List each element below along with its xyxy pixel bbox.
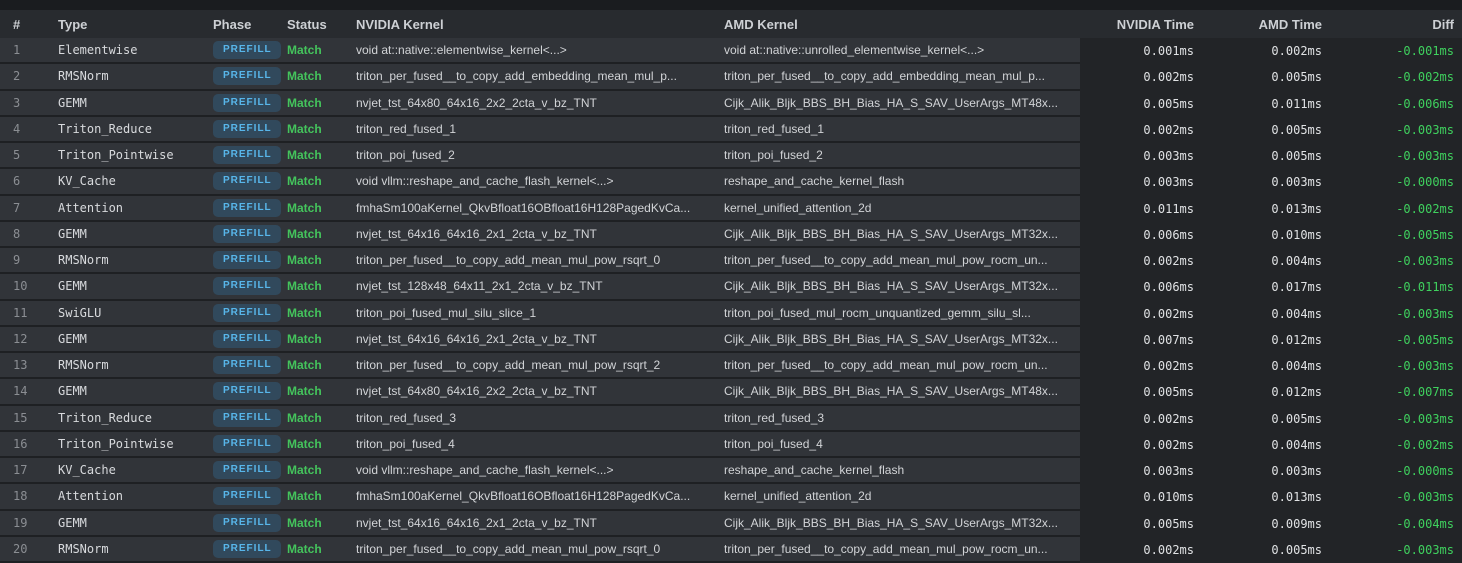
phase-cell [207, 248, 285, 274]
diff-value: -0.005ms [1328, 327, 1462, 353]
nvidia-time-value: 0.002ms [1080, 117, 1200, 143]
kernel-type-label: RMSNorm [58, 353, 207, 379]
status-cell [285, 484, 348, 510]
amd-kernel-name: triton_per_fused__to_copy_add_mean_mul_pow_rocm_un... [716, 537, 1080, 563]
diff-value: -0.004ms [1328, 511, 1462, 537]
status-cell [285, 143, 348, 169]
nvidia-time-value: 0.011ms [1080, 196, 1200, 222]
nvidia-kernel-name: void vllm::reshape_and_cache_flash_kernel<...> [348, 458, 716, 484]
kernel-type-label: GEMM [58, 327, 207, 353]
row-number: 18 [0, 484, 58, 510]
nvidia-kernel-name: void vllm::reshape_and_cache_flash_kernel<...> [348, 169, 716, 195]
diff-value: -0.005ms [1328, 222, 1462, 248]
row-number: 13 [0, 353, 58, 379]
amd-time-value: 0.005ms [1200, 64, 1328, 90]
status-badge: Match [287, 226, 322, 241]
row-number: 12 [0, 327, 58, 353]
amd-time-value: 0.009ms [1200, 511, 1328, 537]
table-row[interactable] [0, 222, 1462, 248]
status-badge: Match [287, 43, 322, 58]
row-number: 3 [0, 91, 58, 117]
status-badge: Match [287, 384, 322, 399]
column-header-phase: Phase [213, 16, 252, 32]
table-row[interactable] [0, 143, 1462, 169]
kernel-type-label: Elementwise [58, 38, 207, 64]
status-cell [285, 38, 348, 64]
column-header-status: Status [287, 16, 327, 32]
diff-value: -0.006ms [1328, 91, 1462, 117]
table-row[interactable] [0, 458, 1462, 484]
diff-value: -0.003ms [1328, 484, 1462, 510]
amd-kernel-name: Cijk_Alik_Bljk_BBS_BH_Bias_HA_S_SAV_UserArgs_MT48x... [716, 91, 1080, 117]
diff-value: -0.007ms [1328, 379, 1462, 405]
row-number: 16 [0, 432, 58, 458]
diff-value: -0.002ms [1328, 64, 1462, 90]
nvidia-kernel-name: nvjet_tst_64x16_64x16_2x1_2cta_v_bz_TNT [348, 511, 716, 537]
status-badge: Match [287, 148, 322, 163]
status-badge: Match [287, 541, 322, 556]
phase-cell [207, 91, 285, 117]
nvidia-kernel-name: triton_red_fused_1 [348, 117, 716, 143]
status-cell [285, 537, 348, 563]
kernel-type-label: Attention [58, 484, 207, 510]
phase-badge: PREFILL [213, 41, 281, 59]
nvidia-kernel-name: fmhaSm100aKernel_QkvBfloat16OBfloat16H128PagedKvCa... [348, 484, 716, 510]
status-badge: Match [287, 95, 322, 110]
row-number: 17 [0, 458, 58, 484]
kernel-type-label: Triton_Reduce [58, 117, 207, 143]
diff-value: -0.003ms [1328, 406, 1462, 432]
phase-cell [207, 64, 285, 90]
status-cell [285, 379, 348, 405]
table-row[interactable] [0, 248, 1462, 274]
amd-kernel-name: triton_poi_fused_2 [716, 143, 1080, 169]
diff-value: -0.003ms [1328, 301, 1462, 327]
nvidia-time-value: 0.002ms [1080, 301, 1200, 327]
amd-kernel-name: kernel_unified_attention_2d [716, 484, 1080, 510]
status-badge: Match [287, 200, 322, 215]
column-header-amd-time: AMD Time [1258, 16, 1322, 32]
table-row[interactable] [0, 511, 1462, 537]
phase-badge: PREFILL [213, 67, 281, 85]
nvidia-time-value: 0.003ms [1080, 458, 1200, 484]
nvidia-time-value: 0.006ms [1080, 222, 1200, 248]
table-row[interactable] [0, 537, 1462, 563]
row-number: 14 [0, 379, 58, 405]
amd-time-value: 0.013ms [1200, 196, 1328, 222]
phase-badge: PREFILL [213, 514, 281, 532]
nvidia-kernel-name: triton_red_fused_3 [348, 406, 716, 432]
kernel-type-label: Triton_Pointwise [58, 143, 207, 169]
kernel-type-label: GEMM [58, 511, 207, 537]
row-number: 10 [0, 274, 58, 300]
nvidia-time-value: 0.003ms [1080, 143, 1200, 169]
amd-time-value: 0.004ms [1200, 248, 1328, 274]
nvidia-time-value: 0.001ms [1080, 38, 1200, 64]
status-badge: Match [287, 489, 322, 504]
table-row[interactable] [0, 353, 1462, 379]
nvidia-kernel-name: triton_per_fused__to_copy_add_mean_mul_pow_rsqrt_0 [348, 248, 716, 274]
phase-cell [207, 458, 285, 484]
kernel-type-label: KV_Cache [58, 458, 207, 484]
table-row[interactable] [0, 169, 1462, 195]
phase-badge: PREFILL [213, 94, 281, 112]
phase-badge: PREFILL [213, 277, 281, 295]
nvidia-time-value: 0.005ms [1080, 91, 1200, 117]
kernel-type-label: RMSNorm [58, 64, 207, 90]
status-badge: Match [287, 305, 322, 320]
phase-cell [207, 169, 285, 195]
amd-time-value: 0.003ms [1200, 458, 1328, 484]
phase-badge: PREFILL [213, 461, 281, 479]
amd-kernel-name: triton_per_fused__to_copy_add_mean_mul_pow_rocm_un... [716, 248, 1080, 274]
nvidia-time-value: 0.002ms [1080, 432, 1200, 458]
phase-cell [207, 38, 285, 64]
amd-time-value: 0.003ms [1200, 169, 1328, 195]
status-badge: Match [287, 515, 322, 530]
row-number: 5 [0, 143, 58, 169]
amd-kernel-name: triton_red_fused_3 [716, 406, 1080, 432]
amd-time-value: 0.013ms [1200, 484, 1328, 510]
nvidia-kernel-name: nvjet_tst_64x80_64x16_2x2_2cta_v_bz_TNT [348, 91, 716, 117]
diff-value: -0.003ms [1328, 143, 1462, 169]
kernel-type-label: GEMM [58, 274, 207, 300]
column-header-num: # [13, 16, 21, 32]
diff-value: -0.002ms [1328, 196, 1462, 222]
amd-kernel-name: Cijk_Alik_Bljk_BBS_BH_Bias_HA_S_SAV_UserArgs_MT32x... [716, 327, 1080, 353]
status-cell [285, 353, 348, 379]
top-spacer [0, 0, 1462, 10]
row-number: 6 [0, 169, 58, 195]
nvidia-time-value: 0.003ms [1080, 169, 1200, 195]
row-number: 2 [0, 64, 58, 90]
status-cell [285, 301, 348, 327]
phase-badge: PREFILL [213, 330, 281, 348]
amd-kernel-name: reshape_and_cache_kernel_flash [716, 169, 1080, 195]
row-number: 11 [0, 301, 58, 327]
phase-cell [207, 537, 285, 563]
diff-value: -0.002ms [1328, 432, 1462, 458]
row-number: 7 [0, 196, 58, 222]
table-row[interactable] [0, 196, 1462, 222]
phase-cell [207, 327, 285, 353]
phase-cell [207, 143, 285, 169]
phase-badge: PREFILL [213, 172, 281, 190]
status-badge: Match [287, 331, 322, 346]
nvidia-kernel-name: triton_per_fused__to_copy_add_mean_mul_pow_rsqrt_2 [348, 353, 716, 379]
diff-value: -0.011ms [1328, 274, 1462, 300]
nvidia-time-value: 0.002ms [1080, 248, 1200, 274]
diff-value: -0.003ms [1328, 537, 1462, 563]
table-row[interactable] [0, 327, 1462, 353]
diff-value: -0.000ms [1328, 458, 1462, 484]
table-row[interactable] [0, 484, 1462, 510]
phase-badge: PREFILL [213, 199, 281, 217]
kernel-type-label: GEMM [58, 379, 207, 405]
phase-cell [207, 117, 285, 143]
amd-time-value: 0.017ms [1200, 274, 1328, 300]
phase-cell [207, 406, 285, 432]
amd-kernel-name: Cijk_Alik_Bljk_BBS_BH_Bias_HA_S_SAV_UserArgs_MT32x... [716, 222, 1080, 248]
status-badge: Match [287, 69, 322, 84]
nvidia-kernel-name: triton_per_fused__to_copy_add_embedding_mean_mul_p... [348, 64, 716, 90]
table-header [0, 10, 1462, 38]
amd-time-value: 0.004ms [1200, 353, 1328, 379]
table-body [0, 38, 1462, 563]
nvidia-kernel-name: triton_poi_fused_2 [348, 143, 716, 169]
nvidia-kernel-name: triton_per_fused__to_copy_add_mean_mul_pow_rsqrt_0 [348, 537, 716, 563]
phase-badge: PREFILL [213, 225, 281, 243]
nvidia-kernel-name: fmhaSm100aKernel_QkvBfloat16OBfloat16H128PagedKvCa... [348, 196, 716, 222]
nvidia-kernel-name: void at::native::elementwise_kernel<...> [348, 38, 716, 64]
status-badge: Match [287, 436, 322, 451]
row-number: 4 [0, 117, 58, 143]
table-row[interactable] [0, 274, 1462, 300]
status-cell [285, 117, 348, 143]
nvidia-time-value: 0.002ms [1080, 353, 1200, 379]
status-cell [285, 64, 348, 90]
row-number: 8 [0, 222, 58, 248]
amd-time-value: 0.002ms [1200, 38, 1328, 64]
status-cell [285, 406, 348, 432]
nvidia-time-value: 0.006ms [1080, 274, 1200, 300]
status-cell [285, 511, 348, 537]
amd-time-value: 0.012ms [1200, 379, 1328, 405]
diff-value: -0.003ms [1328, 117, 1462, 143]
column-header-nvidia-time: NVIDIA Time [1116, 16, 1194, 32]
amd-kernel-name: triton_per_fused__to_copy_add_mean_mul_pow_rocm_un... [716, 353, 1080, 379]
table-row[interactable] [0, 379, 1462, 405]
phase-cell [207, 484, 285, 510]
nvidia-time-value: 0.010ms [1080, 484, 1200, 510]
kernel-type-label: GEMM [58, 91, 207, 117]
nvidia-kernel-name: triton_poi_fused_4 [348, 432, 716, 458]
amd-time-value: 0.011ms [1200, 91, 1328, 117]
status-cell [285, 196, 348, 222]
phase-badge: PREFILL [213, 540, 281, 558]
amd-kernel-name: Cijk_Alik_Bljk_BBS_BH_Bias_HA_S_SAV_UserArgs_MT48x... [716, 379, 1080, 405]
phase-cell [207, 196, 285, 222]
phase-badge: PREFILL [213, 120, 281, 138]
status-cell [285, 169, 348, 195]
amd-kernel-name: reshape_and_cache_kernel_flash [716, 458, 1080, 484]
amd-kernel-name: triton_poi_fused_4 [716, 432, 1080, 458]
status-badge: Match [287, 279, 322, 294]
kernel-type-label: Attention [58, 196, 207, 222]
status-cell [285, 248, 348, 274]
kernel-type-label: GEMM [58, 222, 207, 248]
amd-time-value: 0.005ms [1200, 117, 1328, 143]
phase-badge: PREFILL [213, 382, 281, 400]
nvidia-time-value: 0.002ms [1080, 64, 1200, 90]
table-row[interactable] [0, 406, 1462, 432]
status-cell [285, 458, 348, 484]
column-header-amd-kernel: AMD Kernel [724, 16, 798, 32]
row-number: 19 [0, 511, 58, 537]
diff-value: -0.003ms [1328, 353, 1462, 379]
status-badge: Match [287, 463, 322, 478]
phase-cell [207, 301, 285, 327]
row-number: 20 [0, 537, 58, 563]
phase-badge: PREFILL [213, 304, 281, 322]
kernel-type-label: RMSNorm [58, 248, 207, 274]
amd-kernel-name: Cijk_Alik_Bljk_BBS_BH_Bias_HA_S_SAV_UserArgs_MT32x... [716, 274, 1080, 300]
amd-kernel-name: triton_red_fused_1 [716, 117, 1080, 143]
amd-time-value: 0.005ms [1200, 143, 1328, 169]
phase-cell [207, 274, 285, 300]
phase-badge: PREFILL [213, 409, 281, 427]
amd-kernel-name: kernel_unified_attention_2d [716, 196, 1080, 222]
amd-time-value: 0.010ms [1200, 222, 1328, 248]
nvidia-kernel-name: nvjet_tst_128x48_64x11_2x1_2cta_v_bz_TNT [348, 274, 716, 300]
status-badge: Match [287, 253, 322, 268]
amd-time-value: 0.012ms [1200, 327, 1328, 353]
phase-cell [207, 432, 285, 458]
diff-value: -0.000ms [1328, 169, 1462, 195]
diff-value: -0.003ms [1328, 248, 1462, 274]
kernel-type-label: SwiGLU [58, 301, 207, 327]
table-row[interactable] [0, 117, 1462, 143]
kernel-type-label: KV_Cache [58, 169, 207, 195]
nvidia-time-value: 0.005ms [1080, 511, 1200, 537]
phase-cell [207, 379, 285, 405]
status-cell [285, 327, 348, 353]
amd-kernel-name: void at::native::unrolled_elementwise_kernel<...> [716, 38, 1080, 64]
kernel-type-label: RMSNorm [58, 537, 207, 563]
kernel-type-label: Triton_Pointwise [58, 432, 207, 458]
nvidia-kernel-name: nvjet_tst_64x80_64x16_2x2_2cta_v_bz_TNT [348, 379, 716, 405]
phase-badge: PREFILL [213, 251, 281, 269]
table-row[interactable] [0, 91, 1462, 117]
table-row[interactable] [0, 432, 1462, 458]
row-number: 15 [0, 406, 58, 432]
kernel-type-label: Triton_Reduce [58, 406, 207, 432]
table-row[interactable] [0, 38, 1462, 64]
nvidia-time-value: 0.002ms [1080, 537, 1200, 563]
amd-time-value: 0.004ms [1200, 301, 1328, 327]
phase-badge: PREFILL [213, 487, 281, 505]
table-row[interactable] [0, 64, 1462, 90]
amd-time-value: 0.005ms [1200, 537, 1328, 563]
status-badge: Match [287, 410, 322, 425]
phase-badge: PREFILL [213, 146, 281, 164]
status-cell [285, 91, 348, 117]
phase-badge: PREFILL [213, 435, 281, 453]
phase-badge: PREFILL [213, 356, 281, 374]
nvidia-time-value: 0.005ms [1080, 379, 1200, 405]
column-header-type: Type [58, 16, 88, 32]
table-row[interactable] [0, 301, 1462, 327]
amd-kernel-name: Cijk_Alik_Bljk_BBS_BH_Bias_HA_S_SAV_UserArgs_MT32x... [716, 511, 1080, 537]
status-cell [285, 222, 348, 248]
phase-cell [207, 511, 285, 537]
status-cell [285, 274, 348, 300]
amd-kernel-name: triton_per_fused__to_copy_add_embedding_mean_mul_p... [716, 64, 1080, 90]
amd-kernel-name: triton_poi_fused_mul_rocm_unquantized_gemm_silu_sl... [716, 301, 1080, 327]
status-badge: Match [287, 358, 322, 373]
status-cell [285, 432, 348, 458]
amd-time-value: 0.004ms [1200, 432, 1328, 458]
row-number: 1 [0, 38, 58, 64]
column-header-nvidia-kernel: NVIDIA Kernel [356, 16, 444, 32]
amd-time-value: 0.005ms [1200, 406, 1328, 432]
phase-cell [207, 353, 285, 379]
status-badge: Match [287, 174, 322, 189]
column-header-diff: Diff [1432, 16, 1454, 32]
nvidia-time-value: 0.002ms [1080, 406, 1200, 432]
nvidia-time-value: 0.007ms [1080, 327, 1200, 353]
phase-cell [207, 222, 285, 248]
nvidia-kernel-name: nvjet_tst_64x16_64x16_2x1_2cta_v_bz_TNT [348, 327, 716, 353]
nvidia-kernel-name: triton_poi_fused_mul_silu_slice_1 [348, 301, 716, 327]
diff-value: -0.001ms [1328, 38, 1462, 64]
nvidia-kernel-name: nvjet_tst_64x16_64x16_2x1_2cta_v_bz_TNT [348, 222, 716, 248]
row-number: 9 [0, 248, 58, 274]
status-badge: Match [287, 121, 322, 136]
